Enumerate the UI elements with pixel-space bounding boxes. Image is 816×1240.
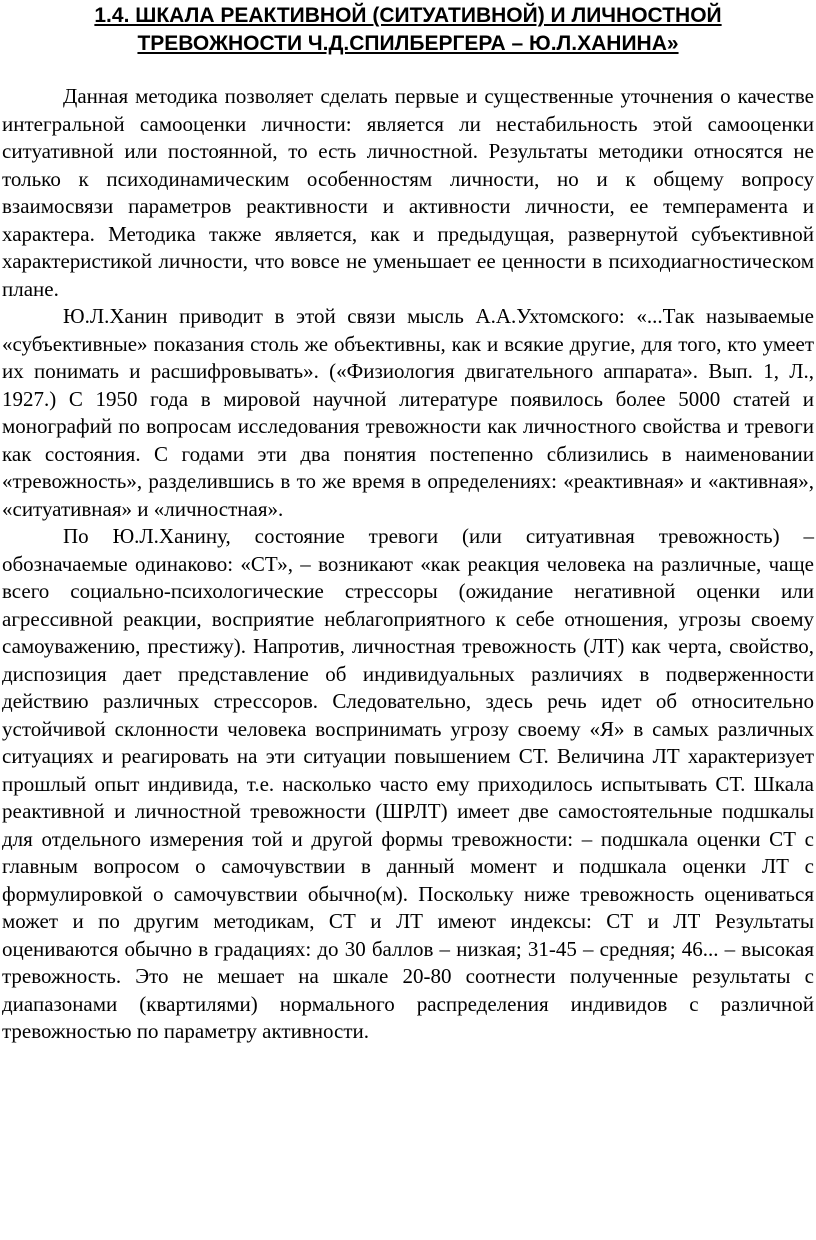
paragraph-intro: Данная методика позволяет сделать первые и существенные уточнения о качестве интегральной самооценки личности: является ли нестабильность этой самооценки ситуативной или постоянной, то есть личностной. Результаты методики относятся не только к психодинамическим особенностям личности, но и к общему вопросу взаимосвязи параметров реактивности и активности личности, ее темперамента и характера. Методика также является, как и предыдущая, развернутой субъективной характеристикой личности, что вовсе не уменьшает ее ценности в психодиагностическом плане. bbox=[2, 84, 814, 301]
document-page bbox=[2, 0, 814, 1046]
paragraph-khanin-quote: Ю.Л.Ханин приводит в этой связи мысль А.А.Ухтомского: «...Так называемые «субъективные» показания столь же объективны, как и всякие другие, для того, кто умеет их понимать и расшифровывать». («Физиология двигательного аппарата». Вып. 1, Л., 1927.) С 1950 года в мировой научной литературе появилось более 5000 статей и монографий по вопросам исследования тревожности как личностного свойства и тревоги как состояния. С годами эти два понятия постепенно сблизились в наименовании «тревожность», разделившись в то же время в определениях: «реактивная» и «активная», «ситуативная» и «личностная». bbox=[2, 304, 814, 521]
section-title-line-1: 1.4. ШКАЛА РЕАКТИВНОЙ (СИТУАТИВНОЙ) И ЛИЧНОСТНОЙ bbox=[94, 4, 722, 27]
section-title-line-2: ТРЕВОЖНОСТИ Ч.Д.СПИЛБЕРГЕРА – Ю.Л.ХАНИНА» bbox=[137, 32, 679, 55]
paragraph-anxiety-definitions: По Ю.Л.Ханину, состояние тревоги (или ситуативная тревожность) – обозначаемые одинаково: «СТ», – возникают «как реакция человека на различные, чаще всего социально-психологические стрессоры (ожидание негативной оценки или агрессивной реакции, восприятие неблагоприятного к себе отношения, угрозы своему самоуважению, престижу). Напротив, личностная тревожность (ЛТ) как черта, свойство, диспозиция дает представление об индивидуальных различиях в подверженности действию различных стрессоров. Следовательно, здесь речь идет об относительно устойчивой склонности человека воспринимать угрозу своему «Я» в самых различных ситуациях и реагировать на эти ситуации повышением СТ. Величина ЛТ характеризует прошлый опыт индивида, т.е. насколько часто ему приходилось испытывать СТ. Шкала реактивной и личностной тревожности (ШРЛТ) имеет две самостоятельные подшкалы для отдельного измерения той и другой формы тревожности: – подшкала оценки СТ с главным вопросом о самочувствии в данный момент и подшкала оценки ЛТ с формулировкой о самочувствии обычно(м). Поскольку ниже тревожность оцениваться может и по другим методикам, СТ и ЛТ имеют индексы: СТ и ЛТ Результаты оцениваются обычно в градациях: до 30 баллов – низкая; 31-45 – средняя; 46... – высокая тревожность. Это не мешает на шкале 20-80 соотнести полученные результаты с диапазонами (квартилями) нормального распределения индивидов с различной тревожностью по параметру активности. bbox=[2, 524, 814, 1043]
document-body bbox=[2, 83, 814, 1046]
section-title bbox=[2, 2, 814, 58]
